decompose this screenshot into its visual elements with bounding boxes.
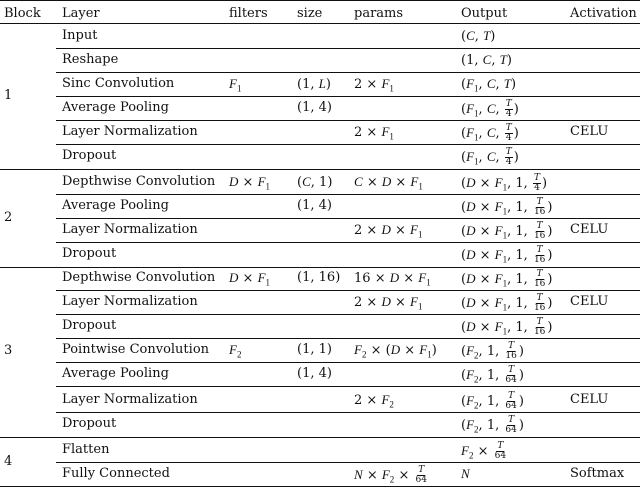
- row-rule: [56, 144, 640, 145]
- fraction-denominator: 64: [415, 475, 427, 485]
- math-symbol: C: [486, 76, 496, 91]
- cell-activation: CELU: [570, 124, 609, 139]
- cell-layer: Reshape: [62, 52, 119, 67]
- row-rule: [56, 48, 640, 49]
- math-symbol: L: [318, 76, 326, 91]
- math-symbol: T: [499, 52, 507, 67]
- row-rule: [56, 314, 640, 315]
- math-symbol: $F_1$: [419, 342, 432, 360]
- math-symbol: $F_1$: [494, 223, 508, 241]
- cell-activation: Softmax: [570, 466, 625, 481]
- math-symbol: C: [466, 28, 475, 43]
- fraction: [505, 124, 513, 143]
- cell-filters: [229, 76, 241, 97]
- row-rule: [56, 290, 640, 291]
- cell-filters: $D \times F_1$: [229, 270, 271, 288]
- math-symbol: T: [503, 76, 511, 91]
- fraction-denominator: 16: [533, 279, 546, 289]
- math-symbol: $F_1$: [418, 270, 431, 288]
- fraction-denominator: 64: [505, 375, 517, 385]
- block-label: 3: [4, 343, 13, 358]
- header-rule: [0, 23, 640, 24]
- math-symbol: D: [466, 271, 476, 286]
- cell-layer: Dropout: [62, 318, 117, 333]
- math-symbol: $F_2$: [466, 393, 479, 411]
- cell-params: $N \times F_2$ × $\frac{T}{64}$: [354, 465, 427, 485]
- cell-params: $C \times D \times F_1$: [354, 174, 423, 192]
- fraction-numerator: T: [505, 123, 512, 133]
- cell-size: (1, 16): [297, 270, 341, 285]
- math-symbol: $F_2$: [461, 443, 474, 461]
- fraction-numerator: T: [505, 99, 512, 109]
- math-symbol: $F_1$: [494, 295, 508, 313]
- fraction: [504, 416, 517, 435]
- math-symbol: N: [461, 466, 470, 481]
- block-label: 4: [4, 454, 13, 469]
- math-symbol: C: [486, 125, 496, 140]
- fraction-numerator: T: [508, 415, 515, 425]
- cell-layer: Dropout: [62, 416, 117, 431]
- cell-output: ($F_2$, 1, $\frac{T}{64}$ ): [461, 365, 524, 385]
- fraction-denominator: 64: [494, 451, 507, 461]
- cell-params: $2 \times D \times F_1$: [354, 222, 423, 240]
- row-rule: [56, 462, 640, 463]
- row-rule: [56, 194, 640, 195]
- cell-output: $F_2$ × $\frac{T}{64}$: [461, 441, 507, 461]
- fraction: [533, 222, 546, 241]
- math-symbol: $F_1$: [466, 101, 479, 119]
- fraction: [533, 198, 546, 217]
- math-symbol: $F_1$: [410, 174, 423, 192]
- fraction-numerator: T: [536, 317, 543, 327]
- fraction: [414, 466, 427, 485]
- math-symbol: D: [381, 222, 391, 237]
- fraction: [533, 246, 546, 265]
- cell-output: ($F_1$, C, T): [461, 76, 517, 94]
- bottom-rule: [0, 486, 640, 487]
- cell-layer: Average Pooling: [62, 366, 169, 381]
- math-symbol: $F_1$: [494, 175, 508, 193]
- math-symbol: C: [354, 174, 363, 189]
- cell-output: ($F_2$, 1, $\frac{T}{64}$ ): [461, 415, 524, 435]
- cell-size: (1, L): [297, 76, 331, 92]
- fraction-numerator: T: [497, 441, 504, 451]
- fraction-denominator: 16: [533, 327, 546, 337]
- fraction-denominator: 16: [533, 231, 546, 241]
- cell-layer: Layer Normalization: [62, 294, 198, 309]
- cell-layer: Sinc Convolution: [62, 76, 175, 91]
- cell-output: ($D \times F_1$, 1, $\frac{T}{4}$ ): [461, 173, 548, 193]
- fraction: [505, 148, 513, 167]
- cell-params: $F_2 \times (D \times F_1)$: [354, 342, 437, 360]
- math-symbol: T: [483, 28, 491, 43]
- fraction-denominator: 16: [533, 303, 546, 313]
- cell-output: (1, C, T): [461, 52, 512, 68]
- row-rule: [56, 386, 640, 387]
- cell-layer: Pointwise Convolution: [62, 342, 210, 357]
- header-output: Output: [461, 6, 508, 21]
- cell-output: [461, 466, 470, 483]
- cell-output: ($F_1$, C, $\frac{T}{4}$ ): [461, 99, 519, 119]
- cell-layer: Input: [62, 28, 98, 43]
- math-symbol: N: [354, 467, 363, 482]
- row-rule: [0, 437, 640, 438]
- math-symbol: $F_1$: [410, 222, 423, 240]
- math-symbol: D: [466, 319, 476, 334]
- math-symbol: $F_1$: [229, 76, 242, 94]
- fraction-denominator: 16: [533, 207, 546, 217]
- cell-layer: Depthwise Convolution: [62, 174, 216, 189]
- math-symbol: D: [466, 295, 476, 310]
- cell-params: $16 \times D \times F_1$: [354, 270, 431, 288]
- math-symbol: C: [486, 149, 496, 164]
- cell-output: ($F_2$, 1, $\frac{T}{64}$ ): [461, 391, 524, 411]
- cell-layer: Flatten: [62, 442, 110, 457]
- cell-output: ($F_1$, C, $\frac{T}{4}$ ): [461, 147, 519, 167]
- math-symbol: $F_1$: [494, 319, 508, 337]
- math-symbol: D: [466, 199, 476, 214]
- math-symbol: D: [390, 342, 401, 357]
- math-symbol: $F_2$: [466, 417, 479, 435]
- row-rule: [56, 338, 640, 339]
- cell-size: (C, 1): [297, 174, 333, 190]
- fraction-denominator: 64: [505, 401, 517, 411]
- fraction: [504, 366, 517, 385]
- fraction-numerator: T: [533, 173, 540, 183]
- cell-params: $2 \times F_2$: [354, 392, 394, 410]
- cell-output: (C, T): [461, 28, 496, 44]
- cell-output: ($D \times F_1$, 1, $\frac{T}{16}$ ): [461, 197, 553, 217]
- math-symbol: $F_1$: [466, 149, 479, 167]
- cell-activation: CELU: [570, 294, 609, 309]
- cell-activation: CELU: [570, 222, 609, 237]
- header-activation: Activation: [570, 6, 637, 21]
- cell-layer: Layer Normalization: [62, 222, 198, 237]
- block-label: 1: [4, 88, 13, 103]
- math-symbol: D: [229, 270, 239, 285]
- fraction-numerator: T: [536, 269, 543, 279]
- cell-size: (1, 4): [297, 198, 332, 213]
- cell-output: ($D \times F_1$, 1, $\frac{T}{16}$ ): [461, 245, 553, 265]
- math-symbol: $F_2$: [381, 392, 394, 410]
- fraction-denominator: 4: [505, 133, 512, 143]
- cell-output: ($D \times F_1$, 1, $\frac{T}{16}$ ): [461, 317, 553, 337]
- cell-size: (1, 4): [297, 100, 332, 115]
- row-rule: [56, 362, 640, 363]
- cell-layer: Average Pooling: [62, 100, 169, 115]
- math-symbol: D: [229, 174, 239, 189]
- fraction-denominator: 4: [505, 157, 512, 167]
- row-rule: [56, 96, 640, 97]
- math-symbol: $F_1$: [494, 247, 508, 265]
- math-symbol: $F_1$: [494, 271, 508, 289]
- header-filters: filters: [229, 6, 268, 21]
- math-symbol: $F_2$: [229, 342, 242, 360]
- cell-params: $2 \times F_1$: [354, 124, 394, 142]
- top-rule: [0, 0, 640, 1]
- fraction-numerator: T: [536, 293, 543, 303]
- fraction-denominator: 4: [534, 183, 540, 193]
- cell-layer: Average Pooling: [62, 198, 169, 213]
- cell-output: ($F_1$, C, $\frac{T}{4}$ ): [461, 123, 519, 143]
- cell-params: $2 \times D \times F_1$: [354, 294, 423, 312]
- cell-output: ($F_2$, 1, $\frac{T}{16}$ ): [461, 341, 524, 361]
- cell-layer: Fully Connected: [62, 466, 170, 481]
- math-symbol: C: [482, 52, 492, 67]
- math-symbol: C: [486, 101, 496, 116]
- fraction: [533, 294, 546, 313]
- fraction: [533, 318, 546, 337]
- math-symbol: $F_1$: [494, 199, 508, 217]
- cell-activation: CELU: [570, 392, 609, 407]
- cell-layer: Layer Normalization: [62, 392, 198, 407]
- row-rule: [0, 169, 640, 170]
- cell-layer: Dropout: [62, 246, 117, 261]
- cell-layer: Dropout: [62, 148, 117, 163]
- math-symbol: D: [466, 247, 476, 262]
- math-symbol: D: [466, 223, 476, 238]
- cell-filters: $D \times F_1$: [229, 174, 271, 192]
- fraction: [505, 100, 513, 119]
- fraction-numerator: T: [536, 221, 543, 231]
- fraction-numerator: T: [508, 341, 515, 351]
- math-symbol: C: [302, 174, 311, 189]
- cell-params: $2 \times F_1$: [354, 76, 394, 94]
- fraction-numerator: T: [508, 365, 515, 375]
- math-symbol: D: [389, 270, 400, 285]
- row-rule: [56, 242, 640, 243]
- row-rule: [56, 218, 640, 219]
- fraction-numerator: T: [418, 465, 425, 475]
- row-rule: [0, 267, 640, 268]
- math-symbol: $F_2$: [381, 467, 395, 485]
- fraction: [533, 174, 541, 193]
- math-symbol: $F_1$: [410, 294, 423, 312]
- math-symbol: $F_2$: [466, 343, 479, 361]
- math-symbol: D: [381, 174, 392, 189]
- cell-size: (1, 1): [297, 342, 332, 357]
- fraction-numerator: T: [536, 245, 543, 255]
- fraction-denominator: 4: [505, 109, 512, 119]
- math-symbol: $F_1$: [257, 174, 271, 192]
- math-symbol: D: [466, 175, 476, 190]
- cell-layer: Layer Normalization: [62, 124, 198, 139]
- cell-layer: Depthwise Convolution: [62, 270, 216, 285]
- fraction-denominator: 64: [505, 425, 517, 435]
- math-symbol: $F_1$: [466, 76, 479, 94]
- fraction: [504, 342, 517, 361]
- fraction-numerator: T: [505, 147, 512, 157]
- fraction: [533, 270, 546, 289]
- math-symbol: $F_1$: [466, 125, 479, 143]
- fraction: [494, 442, 507, 461]
- cell-size: (1, 4): [297, 366, 332, 381]
- header-size: size: [297, 6, 323, 21]
- fraction: [504, 392, 517, 411]
- math-symbol: $F_1$: [381, 76, 394, 94]
- math-symbol: D: [381, 294, 391, 309]
- row-rule: [56, 120, 640, 121]
- fraction-numerator: T: [508, 391, 515, 401]
- cell-output: ($D \times F_1$, 1, $\frac{T}{16}$ ): [461, 269, 553, 289]
- fraction-denominator: 16: [505, 351, 517, 361]
- cell-filters: [229, 342, 241, 363]
- math-symbol: $F_2$: [466, 367, 479, 385]
- cell-output: ($D \times F_1$, 1, $\frac{T}{16}$ ): [461, 221, 553, 241]
- math-symbol: $F_1$: [257, 270, 271, 288]
- header-layer: Layer: [62, 6, 100, 21]
- header-block: Block: [4, 6, 41, 21]
- cell-output: ($D \times F_1$, 1, $\frac{T}{16}$ ): [461, 293, 553, 313]
- fraction-numerator: T: [536, 197, 543, 207]
- row-rule: [56, 72, 640, 73]
- math-symbol: $F_1$: [381, 124, 394, 142]
- fraction-denominator: 16: [533, 255, 546, 265]
- math-symbol: $F_2$: [354, 342, 367, 360]
- row-rule: [56, 412, 640, 413]
- block-label: 2: [4, 210, 13, 225]
- header-params: params: [354, 6, 404, 21]
